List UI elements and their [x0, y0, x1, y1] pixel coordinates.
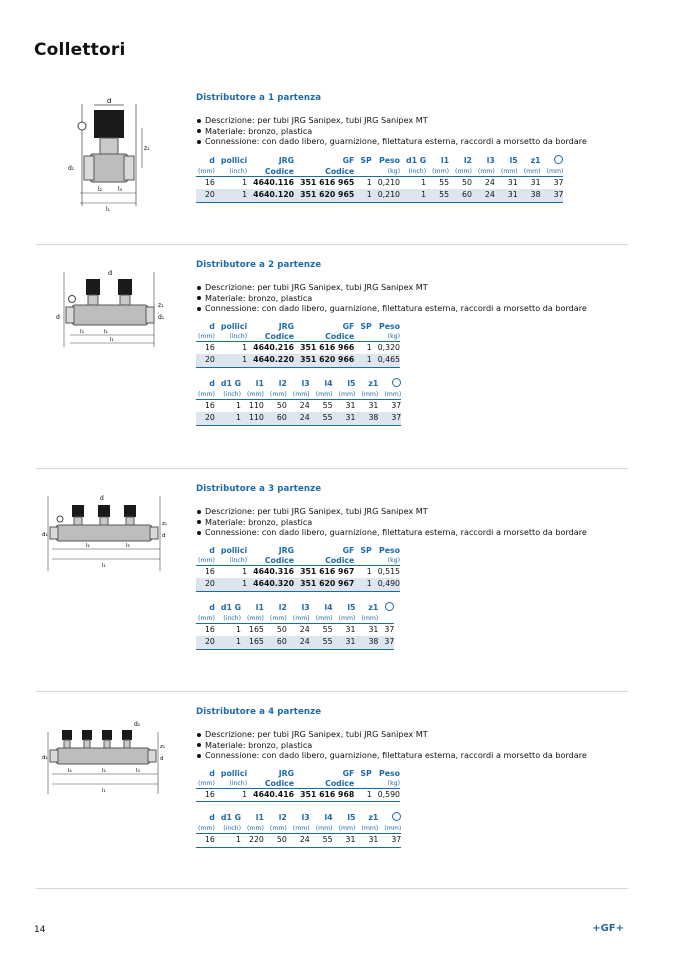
table-row: 16 1 220 50 24 55 31 31 37 [196, 834, 401, 848]
svg-text:z₁: z₁ [160, 744, 166, 750]
spec-table-dimensions: d d1 G l1 l2 l3 l4 l5 z1 (mm) (inch) (mm) (mm) (mm) (mm) (mm) (mm) 16 1 165 50 24 55 31 31 37 20 1 165 60 24 55 31 38 37 [196, 602, 394, 650]
col-jrg: JRG [278, 155, 295, 165]
bullet-connessione: Connessione: con dado libero, guarnizione, filettatura esterna, raccordi a morsetto da bordare [196, 136, 626, 147]
section-content [196, 260, 626, 436]
spec-table-codes: d pollici JRG GF SP Peso (mm) (inch) Codice Codice (kg) 16 1 4640.316 351 616 967 1 0,515 20 1 4640.320 351 620 967 1 0,490 [196, 546, 400, 592]
dim-label-l3: l₃ [118, 186, 123, 193]
svg-text:l₃: l₃ [126, 543, 130, 549]
table-row: 16 1 165 50 24 55 31 31 37 [204, 624, 395, 634]
bullet-list [196, 115, 626, 147]
spec-table-dimensions: d d1 G l1 l2 l3 l4 l5 z1 (mm) (inch) (mm) (mm) (mm) (mm) (mm) (mm) (mm) 16 1 220 50 24 55 31 31 37 [196, 812, 401, 848]
svg-text:l₄: l₄ [68, 768, 72, 774]
table-row: 16 1 4640.116 351 616 965 1 0,210 1 55 50 24 31 31 37 [204, 177, 564, 187]
product-drawing-1 [54, 98, 174, 218]
circle-icon [392, 378, 401, 387]
bullet-list: Descrizione: per tubi JRG Sanipex, tubi JRG Sanipex MT Materiale: bronzo, plastica Connessione: con dado libero, guarnizione, filettatura esterna, raccordi a morsetto da bordare [196, 729, 626, 761]
col-d: d [209, 155, 215, 165]
col-peso: Peso [379, 155, 401, 165]
table-row: 16 1 4640.216 351 616 966 1 0,320 [204, 342, 401, 352]
col-l5: l5 [509, 155, 518, 165]
table-row: 20 1 4640.320 351 620 967 1 0,490 [196, 578, 400, 591]
dim-label-l2: l₂ [98, 186, 103, 193]
col-l2: l2 [463, 155, 472, 165]
svg-text:d₁: d₁ [42, 532, 48, 538]
section-1-partenza [36, 78, 628, 245]
svg-text:d₁: d₁ [134, 721, 141, 728]
col-pollici: pollici [220, 155, 248, 165]
svg-text:d: d [56, 314, 60, 321]
spec-table: d pollici JRG GF SP Peso d1 G l1 l2 l3 l5 z1 (mm) (inch) Codice Codice (kg) (inch) (mm) (mm) (mm) (mm) (mm) (mm) 16 1 4640.116 351 616 965 1 0,210 1 55 50 24 31 31 37 20 1 4640.120 351 620 965 1 0,210 1 55 60 24 31 38 37 [196, 155, 563, 203]
col-gf: GF [342, 155, 355, 165]
svg-text:l₃: l₃ [136, 768, 140, 774]
table-row: 16 1 110 50 24 55 31 31 37 [204, 400, 402, 410]
table-row: 20 1 165 60 24 55 31 38 37 [196, 636, 394, 649]
table-row: 16 1 4640.416 351 616 968 1 0,590 [196, 788, 400, 802]
section-2-partenze [36, 245, 628, 469]
section-content [196, 707, 626, 858]
col-l1: l1 [440, 155, 450, 165]
bullet-descrizione: Descrizione: per tubi JRG Sanipex, tubi JRG Sanipex MT [196, 115, 626, 126]
page-title: Collettori [34, 40, 126, 60]
bullet-list: Descrizione: per tubi JRG Sanipex, tubi JRG Sanipex MT Materiale: bronzo, plastica Connessione: con dado libero, guarnizione, filettatura esterna, raccordi a morsetto da bordare [196, 282, 626, 314]
svg-text:d: d [162, 533, 166, 539]
circle-icon [392, 812, 401, 821]
svg-text:l₁: l₁ [102, 788, 106, 794]
section-content [196, 484, 626, 660]
svg-text:d₁: d₁ [42, 755, 48, 761]
svg-text:l₁: l₁ [110, 337, 114, 343]
spec-table-dimensions: d d1 G l1 l2 l3 l4 l5 z1 (mm) (inch) (mm) (mm) (mm) (mm) (mm) (mm) (mm) 16 1 110 50 24 55 31 31 37 20 1 110 60 24 55 31 38 37 [196, 378, 401, 426]
svg-text:d₁: d₁ [158, 314, 165, 321]
svg-text:l₃: l₃ [80, 329, 84, 335]
table-row: 20 1 4640.220 351 620 966 1 0,465 [196, 354, 400, 367]
section-3-partenze [36, 469, 628, 692]
svg-text:d: d [108, 269, 113, 277]
section-content [196, 93, 626, 213]
bullet-list: Descrizione: per tubi JRG Sanipex, tubi JRG Sanipex MT Materiale: bronzo, plastica Connessione: con dado libero, guarnizione, filettatura esterna, raccordi a morsetto da bordare [196, 506, 626, 538]
section-title: Distributore a 3 partenze [196, 484, 322, 494]
table-row: 20 1 110 60 24 55 31 38 37 [196, 412, 401, 425]
section-title: Distributore a 4 partenze [196, 707, 322, 717]
spec-table-codes: d pollici JRG GF SP Peso (mm) (inch) Codice Codice (kg) 16 1 4640.416 351 616 968 1 0,590 [196, 769, 400, 803]
page-number: 14 [34, 925, 46, 935]
circle-icon [385, 602, 394, 611]
col-l3: l3 [486, 155, 495, 165]
table-row: 20 1 4640.120 351 620 965 1 0,210 1 55 60 24 31 38 37 [196, 189, 563, 202]
col-sp: SP [360, 155, 372, 165]
brand-logo: +GF+ [592, 923, 624, 934]
svg-text:d: d [100, 495, 104, 502]
product-drawing-2 [54, 267, 174, 347]
col-z1: z1 [530, 155, 541, 165]
svg-text:l₂: l₂ [102, 768, 106, 774]
svg-text:l₁: l₁ [102, 563, 106, 569]
svg-text:z₁: z₁ [158, 302, 164, 309]
dim-label-d: d [107, 98, 112, 105]
svg-text:d: d [160, 756, 164, 762]
svg-text:l₂: l₂ [86, 543, 90, 549]
spec-table-codes: d pollici JRG GF SP Peso (mm) (inch) Codice Codice (kg) 16 1 4640.216 351 616 966 1 0,320 20 1 4640.220 351 620 966 1 0,465 [196, 322, 400, 368]
svg-text:l₂: l₂ [104, 329, 108, 335]
product-drawing-4 [42, 714, 172, 794]
dim-label-d1: d₁ [68, 165, 75, 172]
table-row: 16 1 4640.316 351 616 967 1 0,515 [204, 566, 401, 576]
svg-text:z₁: z₁ [162, 521, 168, 527]
col-d1g: d1 G [406, 155, 427, 165]
section-title: Distributore a 2 partenze [196, 260, 322, 270]
section-title: Distributore a 1 partenza [196, 93, 322, 103]
product-drawing-3 [42, 491, 172, 571]
circle-icon [554, 155, 563, 164]
bullet-materiale: Materiale: bronzo, plastica [196, 126, 626, 137]
dim-label-l1: l₁ [106, 206, 111, 213]
dim-label-z1: z₁ [144, 145, 150, 152]
section-4-partenze [36, 692, 628, 889]
col-circle [541, 155, 564, 167]
